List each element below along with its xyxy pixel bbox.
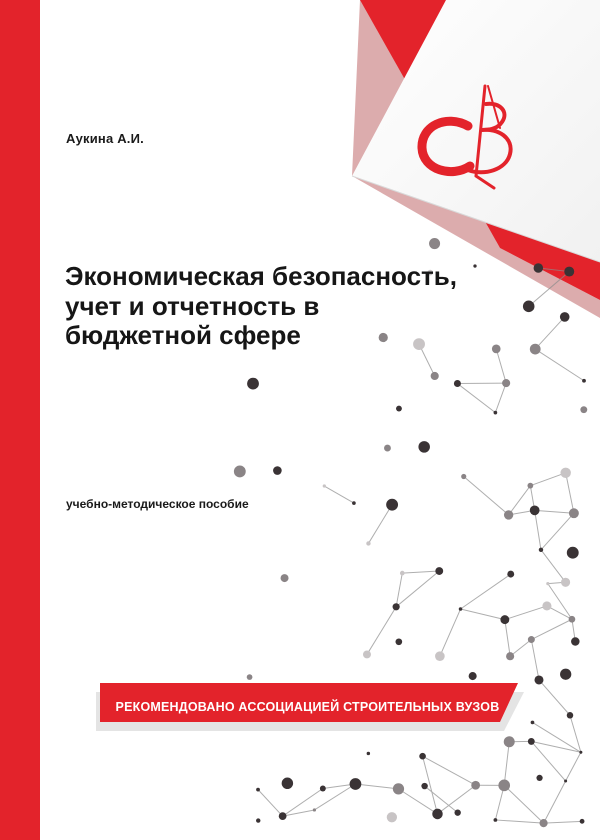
network-dot [393, 783, 404, 794]
banner-text: РЕКОМЕНДОВАНО АССОЦИАЦИЕЙ СТРОИТЕЛЬНЫХ ВУЗОВ [115, 700, 500, 714]
network-dot [396, 406, 402, 412]
network-dot [352, 501, 356, 505]
network-dot [234, 466, 246, 478]
network-dot [313, 808, 316, 811]
network-dot [523, 301, 535, 313]
network-dot [432, 809, 443, 820]
network-dot [281, 574, 289, 582]
author-name: Аукина А.И. [66, 131, 144, 146]
network-dot [256, 788, 260, 792]
network-dot [498, 780, 510, 792]
network-dot [454, 380, 461, 387]
network-dot [469, 672, 477, 680]
network-dot [580, 406, 587, 413]
network-line [368, 505, 392, 544]
network-line [495, 820, 543, 823]
network-line [423, 756, 476, 785]
network-dot [387, 812, 397, 822]
network-dot [320, 786, 326, 792]
network-dot [431, 372, 439, 380]
network-line [539, 680, 570, 715]
network-dot [421, 783, 427, 789]
network-dot [461, 474, 466, 479]
network-dot [393, 603, 400, 610]
network-line [531, 619, 572, 639]
network-line [535, 510, 541, 549]
network-dot [418, 441, 430, 453]
network-line [504, 785, 543, 823]
network-line [495, 383, 506, 413]
network-line [402, 571, 439, 573]
network-line [496, 349, 506, 383]
network-dot [542, 601, 551, 610]
network-dot [247, 378, 259, 390]
network-dot [247, 674, 253, 680]
network-dot [429, 238, 440, 249]
network-line [437, 785, 475, 814]
network-line [541, 513, 574, 550]
network-line [535, 510, 574, 513]
network-dot [419, 753, 426, 760]
network-line [457, 384, 495, 413]
network-dot [400, 571, 405, 576]
network-dot [363, 650, 371, 658]
network-line [566, 752, 581, 781]
network-dot [492, 345, 501, 354]
network-line [396, 571, 439, 607]
network-dot [256, 818, 260, 822]
network-line [258, 790, 283, 817]
network-line [531, 640, 539, 680]
network-dot [459, 607, 463, 611]
network-dot [527, 483, 533, 489]
network-dot [473, 264, 476, 267]
network-line [530, 473, 565, 486]
network-dot [546, 582, 549, 585]
network-dot [536, 775, 542, 781]
network-line [535, 349, 584, 381]
network-dot [582, 379, 586, 383]
network-dot [454, 809, 460, 815]
network-line [396, 573, 402, 607]
network-dot [435, 567, 443, 575]
network-dot [560, 669, 571, 680]
network-dot [282, 778, 293, 789]
network-dot [571, 637, 580, 646]
network-line [355, 784, 398, 789]
network-dot [567, 547, 579, 559]
network-line [324, 486, 354, 503]
network-line [461, 574, 511, 609]
network-line [367, 607, 396, 655]
network-line [544, 821, 582, 823]
network-dot [384, 445, 391, 452]
network-dot [386, 499, 398, 511]
book-subtitle: учебно-методическое пособие [66, 497, 249, 511]
network-dot [502, 379, 510, 387]
network-dot [564, 779, 567, 782]
network-dot [471, 781, 480, 790]
network-dot [504, 736, 515, 747]
network-dot [435, 651, 445, 661]
network-dot [530, 344, 541, 355]
network-line [461, 609, 505, 620]
network-dot [528, 636, 535, 643]
network-line [544, 781, 566, 823]
network-line [566, 473, 574, 513]
network-line [504, 742, 509, 786]
network-dot [395, 638, 402, 645]
network-dot [530, 505, 540, 515]
network-line [548, 584, 572, 620]
network-dot [500, 615, 509, 624]
network-dot [366, 541, 370, 545]
network-line [505, 606, 547, 620]
network-line [464, 476, 509, 514]
network-dot [494, 411, 498, 415]
network-dot [580, 819, 585, 824]
network-dot [323, 484, 326, 487]
network-line [509, 486, 531, 515]
network-dot [534, 675, 543, 684]
network-line [505, 620, 510, 657]
network-dot [567, 712, 574, 719]
left-red-stripe [0, 0, 40, 840]
network-dot [507, 571, 514, 578]
network-dot [279, 812, 287, 820]
network-dot [560, 468, 570, 478]
network-dot [564, 267, 574, 277]
network-dot [531, 721, 535, 725]
network-dot [569, 508, 579, 518]
network-dot [561, 578, 570, 587]
network-dot [539, 819, 547, 827]
network-line [440, 609, 461, 656]
network-dot [534, 263, 544, 273]
network-dot [569, 616, 576, 623]
network-dot [579, 751, 582, 754]
network-line [541, 550, 566, 582]
network-dot [494, 818, 498, 822]
network-dot [528, 738, 535, 745]
network-dot [350, 778, 362, 790]
network-dot [504, 510, 513, 519]
network-dot [273, 466, 282, 475]
network-dot [560, 312, 570, 322]
network-dot [539, 548, 543, 552]
book-title: Экономическая безопасность, учет и отчетность в бюджетной сфере [65, 261, 457, 350]
network-line [535, 317, 564, 349]
network-dot [367, 752, 370, 755]
network-dot [506, 652, 514, 660]
